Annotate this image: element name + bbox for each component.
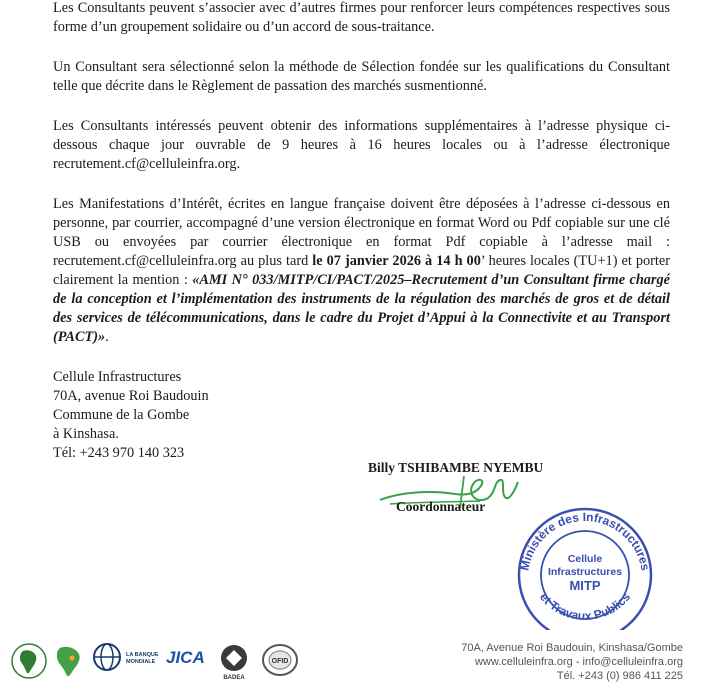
paragraph-association: Les Consultants peuvent s’associer avec d’autres firmes pour renforcer leurs compétences respectives sous forme d’un groupement solidaire ou d’un accord de sous-traitance. xyxy=(53,0,670,35)
official-stamp-icon xyxy=(510,500,660,630)
world-bank-icon xyxy=(92,642,122,672)
badea-label: BADEA xyxy=(223,675,245,680)
jica-icon: JICA xyxy=(166,648,205,667)
stamp-center-line-2: Infrastructures xyxy=(547,566,623,578)
address-line-2: 70A, avenue Roi Baudouin xyxy=(53,388,209,404)
paragraph-information: Les Consultants intéressés peuvent obtenir des informations supplémentaires à l’adresse physique ci-dessous chaque jour ouvrable de 9 heures à 16 heures locales ou à l’adresse électronique recrutement.cf@celluleinfra.org. xyxy=(53,118,670,172)
signatory-name: Billy TSHIBAMBE NYEMBU xyxy=(368,460,544,475)
ofid-icon xyxy=(260,642,300,678)
address-block xyxy=(53,368,670,463)
footer-contact xyxy=(461,641,683,683)
submission-deadline: le 07 janvier 2026 à 14 h 00 xyxy=(312,253,481,269)
address-line-4: à Kinshasa. xyxy=(53,426,119,442)
stamp-ring-bottom: et Travaux Publics xyxy=(536,589,634,623)
stamp-center-line-3: MITP xyxy=(569,578,601,593)
africa-map-icon xyxy=(52,642,86,680)
badea-icon xyxy=(216,642,252,680)
address-line-1: Cellule Infrastructures xyxy=(53,369,182,385)
stamp-center-line-1: Cellule xyxy=(567,553,603,565)
footer-web-email: www.celluleinfra.org - info@celluleinfra.org xyxy=(474,656,683,668)
signatory-role: Coordonnateur xyxy=(396,499,486,514)
stamp-ring-top: Ministère des Infrastructures xyxy=(517,509,653,572)
world-bank-label-1: LA BANQUE xyxy=(126,652,159,658)
footer-phone: Tél. +243 (0) 986 411 225 xyxy=(556,670,683,682)
address-line-3: Commune de la Gombe xyxy=(53,407,190,423)
submission-text-cont: ’ heures locales (TU+1) et porter clairement la mention : xyxy=(53,253,670,288)
address-phone: Tél: +243 970 140 323 xyxy=(53,445,185,461)
submission-text: Les Manifestations d’Intérêt, écrites en langue française doivent être déposées à l’adresse ci-dessous en personne, par courrier, accompagné d’une version électronique en format Word ou Pdf copiable sur une clé USB ou envoyées par courrier électronique en format Pdf copiable à l’adresse mail : recrutement.cf@celluleinfra.org au plus tard xyxy=(53,196,670,269)
paragraph-selection-method: Un Consultant sera sélectionné selon la méthode de Sélection fondée sur les qualifications du Consultant telle que décrite dans le Règlement de passation des marchés susmentionné. xyxy=(53,59,670,94)
africa-icon xyxy=(10,642,48,680)
footer-address: 70A, Avenue Roi Baudouin, Kinshasa/Gombe xyxy=(461,642,683,654)
document-body xyxy=(53,0,670,463)
world-bank-label-2: MONDIALE xyxy=(126,659,156,665)
svg-text:et Travaux Publics xyxy=(537,590,633,623)
partner-logos xyxy=(8,634,308,684)
ami-title: «AMI N° 033/MITP/CI/PACT/2025–Recrutement d’un Consultant firme chargé de la conception et l’implémentation des instruments de la régulation des marchés de gros et de détail des services de télécommunications, dans le cadre du Projet d’Appui à la Connectivite et au Transport (PACT)» xyxy=(53,272,670,345)
submission-end: . xyxy=(105,329,109,345)
ofid-label: OFID xyxy=(271,658,289,665)
paragraph-submission xyxy=(53,195,670,347)
